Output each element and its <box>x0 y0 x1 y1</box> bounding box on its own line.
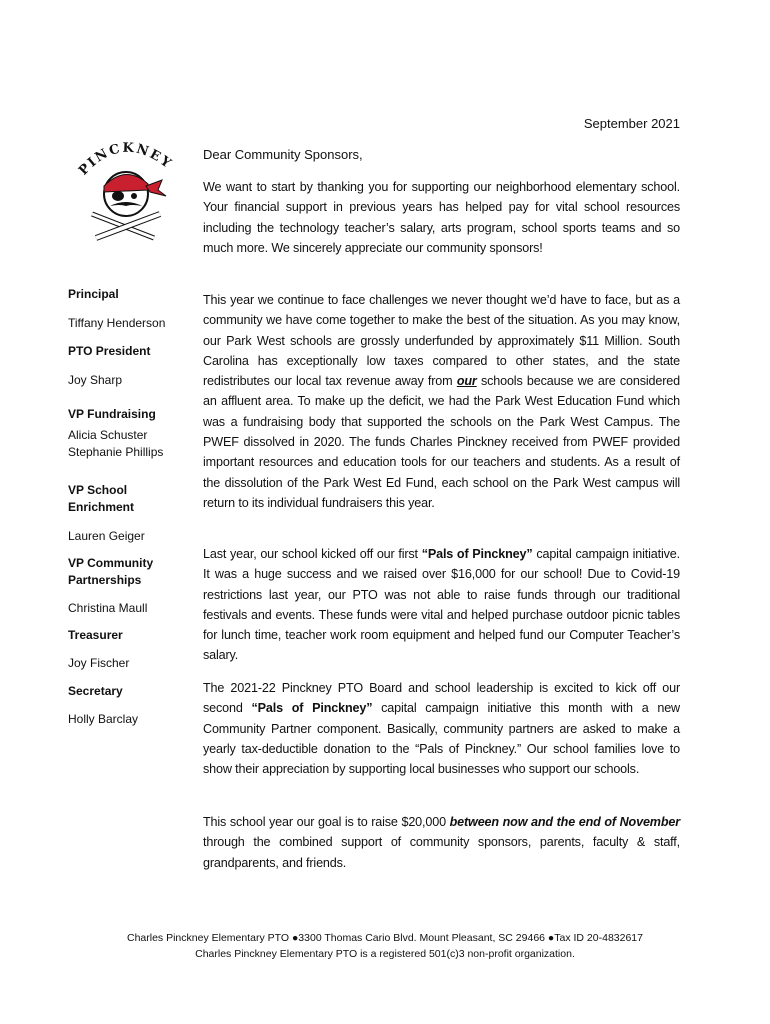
sidebar-name: Joy Sharp <box>68 373 123 387</box>
letter-date: September 2021 <box>583 116 680 131</box>
sidebar-role: Principal <box>68 287 119 301</box>
paragraph-goal: This school year our goal is to raise $20,000 between now and the end of November through the combined support of community sponsors, parents, faculty & staff, grandparents, and friends. <box>203 815 680 870</box>
sidebar-name: Holly Barclay <box>68 712 139 726</box>
sidebar-name: Tiffany Henderson <box>68 316 166 330</box>
footer-address: Charles Pinckney Elementary PTO ●3300 Thomas Cario Blvd. Mount Pleasant, SC 29466 ●Tax ID 20-4832617 <box>127 932 643 944</box>
footer <box>0 930 770 962</box>
footer-nonprofit: Charles Pinckney Elementary PTO is a registered 501(c)3 non-profit organization. <box>195 948 575 960</box>
sidebar-role: VP Fundraising <box>68 407 156 421</box>
sidebar-role: Secretary <box>68 684 123 698</box>
paragraph-challenges: This year we continue to face challenges we never thought we’d have to face, but as a community we have come together to make the best of the situation. As you may know, our Park West schools are grossly underfunded by approximately $11 Million. South Carolina has exceptionally low taxes compared to other states, and the state redistributes our local tax revenue away from our schools because we are considered an affluent area. To make up the deficit, we had the Park West Education Fund which was a fundraising body that supported the schools on the Park West Campus. The PWEF dissolved in 2020. The funds Charles Pinckney received from PWEF provided important resources and education tools for our teachers and students. As a result of the dissolution of the Park West Ed Fund, each school on the Park West campus will return to its individual fundraisers this year. <box>203 293 680 510</box>
sidebar-role: VP Community Partnerships <box>68 556 154 587</box>
sidebar-role: Treasurer <box>68 628 123 642</box>
sidebar-name: Christina Maull <box>68 601 148 615</box>
paragraph-thanks: We want to start by thanking you for supporting our neighborhood elementary school. Your financial support in previous years has helped pay for vital school resources including the technology teacher’s salary, arts program, school sports teams and so much more. We sincerely appreciate our community sponsors! <box>203 180 680 255</box>
paragraph-campaign: The 2021-22 Pinckney PTO Board and school leadership is excited to kick off our second “Pals of Pinckney” capital campaign initiative this month with a new Community Partner component. Basically, community partners are asked to make a yearly tax-deductible donation to the “Pals of Pinckney.” Our school families love to show their appreciation by supporting local businesses who support our schools. <box>203 681 680 777</box>
sidebar-name: Lauren Geiger <box>68 529 145 543</box>
paragraph-last-year: Last year, our school kicked off our first “Pals of Pinckney” capital campaign initiative. It was a huge success and we raised over $16,000 for our school! Due to Covid-19 restrictions last year, our PTO was not able to raise funds through our traditional festivals and events. These funds were vital and helped purchase outdoor picnic tables for lunch time, teacher work room equipment and helped fund our Computer Teacher’s salary. <box>203 547 680 663</box>
sidebar-role: PTO President <box>68 344 151 358</box>
pinckney-logo <box>74 134 184 249</box>
greeting: Dear Community Sponsors, <box>203 147 363 162</box>
sidebar-role: VP School Enrichment <box>68 483 135 514</box>
svg-text:PINCKNEY: PINCKNEY <box>76 140 175 179</box>
sidebar-name: Joy Fischer <box>68 656 130 670</box>
sidebar-name: Alicia Schuster Stephanie Phillips <box>68 428 164 459</box>
